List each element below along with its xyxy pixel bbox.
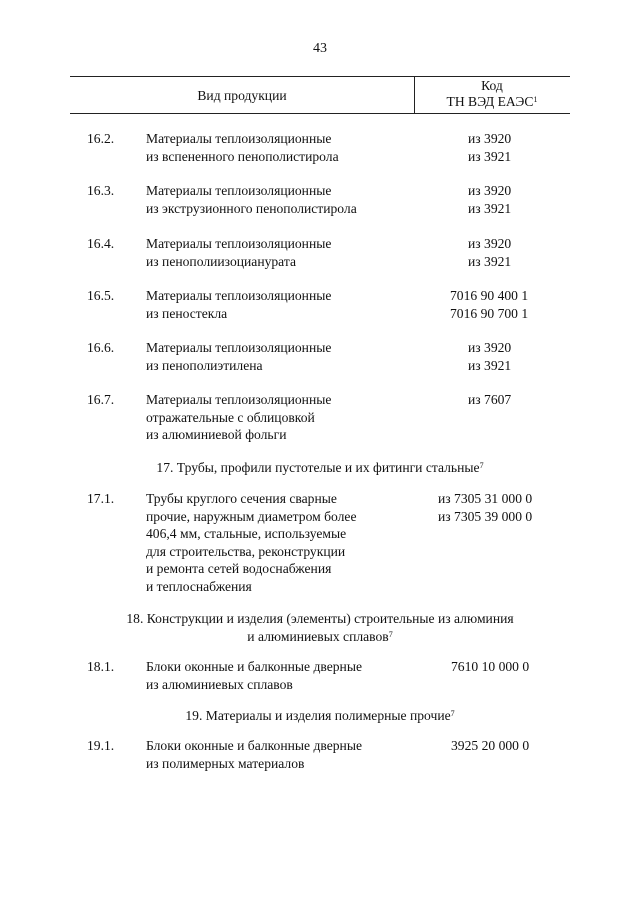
description-line: Материалы теплоизоляционные [146,236,332,251]
description-line: из пенополиэтилена [146,357,263,373]
description-line: из пенополиизоцианурата [146,253,297,269]
header-product-label: Вид продукции [197,88,287,103]
row-number: 16.3. [87,183,115,198]
row-number: 17.1. [87,491,115,506]
row-number: 16.6. [87,340,115,355]
footnote-marker: 7 [388,629,393,639]
row-description [146,737,426,772]
footnote-marker: 7 [479,461,484,470]
code-line: из 3921 [468,200,512,216]
row-number: 16.4. [87,236,115,251]
code-line: 7610 10 000 0 [451,659,530,674]
row-description [146,235,426,270]
code-line: из 7305 31 000 0 [438,491,533,506]
row-description [146,130,426,165]
section-heading-line: и алюминиевых сплавов$^7$ [247,628,393,644]
description-line: Блоки оконные и балконные дверные [146,659,362,674]
description-line: Трубы круглого сечения сварные [146,491,337,506]
description-line: и теплоснабжения [146,578,252,594]
row-codes [468,182,588,217]
description-line: для строительства, реконструкции [146,543,346,559]
row-codes [468,235,588,270]
section-heading-line: 19. Материалы и изделия полимерные прочие$^7$ [185,708,455,723]
code-line: 3925 20 000 0 [451,738,530,753]
section-heading [70,459,570,477]
code-line: из 7607 [468,392,512,407]
description-line: Материалы теплоизоляционные [146,288,332,303]
description-line: из алюминиевых сплавов [146,676,293,692]
description-line: Материалы теплоизоляционные [146,340,332,355]
row-number: 16.5. [87,288,115,303]
row-description [146,391,426,444]
header-code-label [414,78,570,110]
code-line: из 3921 [468,148,512,164]
code-line: из 3920 [468,340,512,355]
description-line: 406,4 мм, стальные, используемые [146,526,347,541]
row-number: 18.1. [87,659,115,674]
description-line: из пеностекла [146,305,228,321]
section-heading [70,610,570,645]
section-heading-line: 17. Трубы, профили пустотелые и их фитинги стальные$^7$ [156,460,484,475]
description-line: из полимерных материалов [146,755,305,771]
code-line: из 7305 39 000 0 [438,508,533,524]
table-header [70,76,570,114]
section-heading-line: 18. Конструкции и изделия (элементы) строительные из алюминия [126,611,514,626]
code-line: из 3920 [468,183,512,198]
description-line: из экструзионного пенополистирола [146,200,357,216]
code-line: 7016 90 400 1 [450,288,529,303]
description-line: отражательные с облицовкой [146,409,315,425]
code-line: из 3920 [468,236,512,251]
description-line: Материалы теплоизоляционные [146,392,332,407]
row-codes [451,658,571,676]
code-line: из 3920 [468,131,512,146]
header-code-line1: Код [481,78,503,93]
description-line: и ремонта сетей водоснабжения [146,561,332,576]
row-description [146,658,426,693]
header-code-line2: ТН ВЭД ЕАЭС$^1$ [446,94,538,109]
row-number: 16.2. [87,131,115,146]
description-line: из вспененного пенополистирола [146,148,339,164]
section-heading [70,707,570,725]
description-line: из алюминиевой фольги [146,427,287,442]
row-codes [451,737,571,755]
description-line: Материалы теплоизоляционные [146,131,332,146]
description-line: прочие, наружным диаметром более [146,508,357,524]
row-number: 16.7. [87,392,115,407]
row-number: 19.1. [87,738,115,753]
row-description [146,490,426,595]
code-line: из 3921 [468,357,512,373]
code-line: из 3921 [468,253,512,269]
page-number: 43 [313,41,327,56]
row-codes [468,391,588,409]
row-codes [450,287,570,322]
row-codes [438,490,558,525]
row-codes [468,339,588,374]
row-description [146,339,426,374]
description-line: Материалы теплоизоляционные [146,183,332,198]
row-description [146,182,426,217]
row-description [146,287,426,322]
description-line: Блоки оконные и балконные дверные [146,738,362,753]
row-codes [468,130,588,165]
footnote-marker: 1 [533,95,538,104]
footnote-marker: 7 [450,709,455,718]
code-line: 7016 90 700 1 [450,305,529,321]
